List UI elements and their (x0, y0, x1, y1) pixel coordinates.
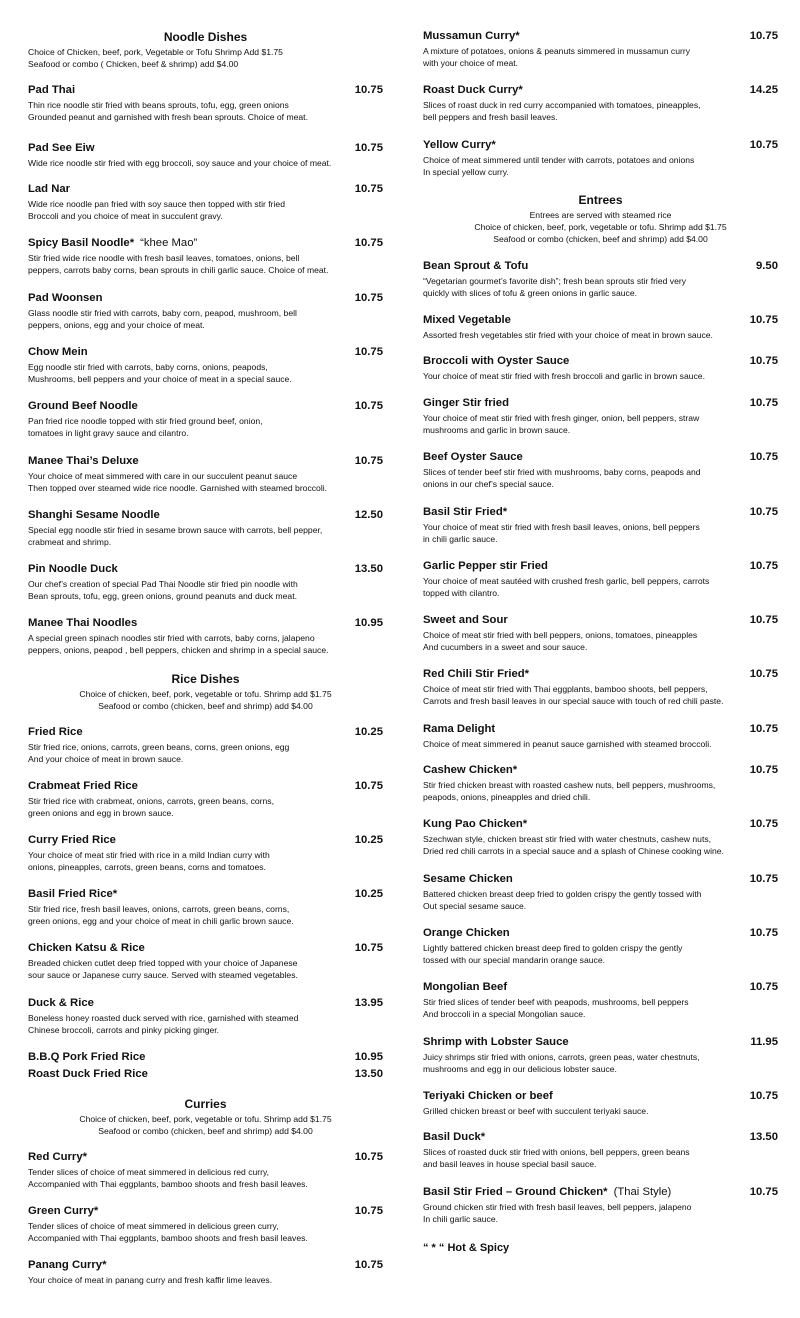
section-title: Entrees (578, 193, 623, 207)
entrees-header (423, 193, 778, 245)
menu-item-description: Battered chicken breast deep fried to golden crispy the gently tossed with Out special sesame sauce. (423, 889, 702, 911)
menu-item-row (28, 84, 383, 96)
menu-item (28, 834, 383, 873)
menu-item-description: Wide rice noodle pan fried with soy sauce then topped with stir fried Broccoli and you choice of meat in succulent gravy. (28, 199, 285, 221)
menu-item-description: Tender slices of choice of meat simmered in delicious green curry, Accompanied with Thai eggplants, bamboo shoots and fresh basil leaves. (28, 1221, 308, 1243)
section-note: Seafood or combo (chicken, beef and shrimp) add $4.00 (98, 701, 313, 711)
menu-item-row (28, 1205, 383, 1217)
menu-item-price: 10.75 (354, 455, 383, 467)
menu-item-description: Stir fried chicken breast with roasted cashew nuts, bell peppers, mushrooms, peapods, onions, pineapples and dried chili. (423, 780, 716, 802)
menu-item-price: 10.75 (749, 873, 778, 885)
menu-item-price: 10.75 (749, 668, 778, 680)
menu-item (423, 668, 778, 707)
menu-item-row (28, 834, 383, 846)
menu-item-row (28, 726, 383, 738)
menu-item-row (423, 1131, 778, 1143)
menu-item-name: Cashew Chicken* (423, 764, 518, 776)
menu-item-name: Mongolian Beef (423, 981, 508, 993)
menu-item-name: Shrimp with Lobster Sauce (423, 1036, 569, 1048)
menu-item-name: Basil Fried Rice* (28, 888, 118, 900)
section-title: Rice Dishes (171, 672, 240, 686)
menu-item-price: 12.50 (354, 509, 383, 521)
menu-item-description: Choice of meat simmered until tender with carrots, potatoes and onions In special yellow curry. (423, 155, 695, 177)
menu-item-row (423, 139, 778, 151)
menu-item-price: 10.75 (354, 237, 383, 249)
menu-item-name: Spicy Basil Noodle* “khee Mao” (28, 237, 198, 249)
menu-item-row (423, 981, 778, 993)
menu-item-price: 13.50 (354, 1068, 383, 1080)
menu-item-row (423, 818, 778, 830)
menu-item-description: Tender slices of choice of meat simmered in delicious red curry, Accompanied with Thai eggplants, bamboo shoots and fresh basil leaves. (28, 1167, 308, 1189)
menu-item-name: Duck & Rice (28, 997, 94, 1009)
menu-item-description: Choice of meat simmered in peanut sauce garnished with steamed broccoli. (423, 739, 712, 749)
menu-item (28, 726, 383, 765)
menu-item-row (423, 84, 778, 96)
menu-item-description: Your choice of meat stir fried with fresh broccoli and garlic in brown sauce. (423, 371, 705, 381)
menu-item-price: 10.75 (749, 614, 778, 626)
menu-item (28, 563, 383, 602)
menu-item (423, 614, 778, 653)
menu-item-price: 10.75 (749, 314, 778, 326)
menu-item-description: Stir fried rice with crabmeat, onions, carrots, green beans, corns, green onions and egg in brown sauce. (28, 796, 274, 818)
menu-item (28, 237, 383, 276)
menu-item-name: Curry Fried Rice (28, 834, 116, 846)
menu-item-price: 14.25 (749, 84, 778, 96)
menu-item (423, 1090, 778, 1117)
menu-item-description: Thin rice noodle stir fried with beans sprouts, tofu, egg, green onions Grounded peanut and garnished with fresh bean sprouts. Choice of meat. (28, 100, 308, 122)
menu-item (28, 346, 383, 385)
menu-item-row (423, 764, 778, 776)
menu-item-description: A mixture of potatoes, onions & peanuts simmered in mussamun curry with your choice of meat. (423, 46, 691, 68)
menu-item-subtitle: (Thai Style) (613, 1186, 672, 1198)
menu-item-price: 10.75 (749, 927, 778, 939)
menu-item-name: Pad Woonsen (28, 292, 103, 304)
menu-item-description: Grilled chicken breast or beef with succulent teriyaki sauce. (423, 1106, 649, 1116)
menu-item (423, 314, 778, 341)
menu-item-row (28, 455, 383, 467)
noodle-header (28, 30, 383, 70)
menu-item-price: 10.25 (354, 726, 383, 738)
menu-item-name: Basil Stir Fried* (423, 506, 508, 518)
menu-item-name: Chow Mein (28, 346, 88, 358)
menu-item-description: Your choice of meat in panang curry and fresh kaffir lime leaves. (28, 1275, 273, 1285)
menu-item (28, 1068, 383, 1080)
menu-item-name: Basil Duck* (423, 1131, 486, 1143)
menu-item-price: 10.75 (749, 506, 778, 518)
menu-item (28, 1205, 383, 1244)
menu-item-description: Choice of meat stir fried with Thai eggplants, bamboo shoots, bell peppers, Carrots and fresh basil leaves in our special sauce with touch of red chili paste. (423, 684, 724, 706)
menu-item-price: 10.75 (749, 818, 778, 830)
menu-item-row (423, 560, 778, 572)
menu-item-price: 10.75 (354, 292, 383, 304)
menu-item-name: Shanghi Sesame Noodle (28, 509, 160, 521)
menu-item-description: Slices of roast duck in red curry accompanied with tomatoes, pineapples, bell peppers and fresh basil leaves. (423, 100, 701, 122)
menu-item-description: Pan fried rice noodle topped with stir fried ground beef, onion, tomatoes in light gravy sauce and cilantro. (28, 416, 263, 438)
menu-item (423, 397, 778, 436)
menu-item (28, 1051, 383, 1063)
menu-item-description: Your choice of meat sautéed with crushed fresh garlic, bell peppers, carrots topped with cilantro. (423, 576, 710, 598)
menu-item-name: Manee Thai’s Deluxe (28, 455, 139, 467)
menu-item-price: 10.75 (749, 764, 778, 776)
menu-item-price: 10.75 (749, 1186, 778, 1198)
menu-item-name: Mussamun Curry* (423, 30, 520, 42)
menu-item (28, 455, 383, 494)
menu-item-row (423, 30, 778, 42)
menu-item-row (28, 1151, 383, 1163)
menu-item-name: Fried Rice (28, 726, 83, 738)
menu-item-name: Panang Curry* (28, 1259, 107, 1271)
menu-item-price: 10.75 (749, 139, 778, 151)
menu-item-price: 10.95 (354, 617, 383, 629)
section-title: Noodle Dishes (163, 30, 248, 44)
section-note: Choice of chicken, beef, pork, vegetable or tofu. Shrimp add $1.75 (79, 689, 332, 699)
menu-item-row (423, 355, 778, 367)
menu-item (28, 1151, 383, 1190)
menu-item (423, 1186, 778, 1225)
section-note: Entrees are served with steamed rice (529, 210, 672, 220)
rice-header (28, 672, 383, 712)
menu-item-row (423, 927, 778, 939)
menu-item-row (28, 142, 383, 154)
menu-item-description: Your choice of meat simmered with care in our succulent peanut sauce Then topped over steamed wide rice noodle. Garnished with steamed broccoli. (28, 471, 328, 493)
section-note: Seafood or combo ( Chicken, beef & shrimp) add $4.00 (28, 59, 239, 69)
menu-item (28, 84, 383, 123)
menu-item (423, 355, 778, 382)
menu-item-price: 10.75 (749, 1090, 778, 1102)
menu-item-price: 10.75 (354, 346, 383, 358)
menu-item-name: Lad Nar (28, 183, 71, 195)
menu-item-name: Yellow Curry* (423, 139, 496, 151)
section-note: Choice of chicken, beef, pork, vegetable or tofu. Shrimp add $1.75 (79, 1114, 332, 1124)
menu-item-name: Crabmeat Fried Rice (28, 780, 138, 792)
menu-item-price: 13.50 (749, 1131, 778, 1143)
menu-item (423, 818, 778, 857)
menu-item (423, 723, 778, 750)
menu-item-price: 10.25 (354, 888, 383, 900)
menu-item-price: 10.75 (354, 142, 383, 154)
menu-item-row (423, 1186, 778, 1198)
menu-item-subtitle: “khee Mao” (140, 237, 198, 249)
menu-item-description: Stir fried rice, onions, carrots, green beans, corns, green onions, egg And your choice of meat in brown sauce. (28, 742, 290, 764)
menu-item-price: 10.75 (749, 397, 778, 409)
menu-item-row (423, 873, 778, 885)
menu-item-row (423, 614, 778, 626)
menu-item-description: A special green spinach noodles stir fried with carrots, baby corns, jalapeno peppers, onions, peapod , bell peppers, chicken and shrimp in a special sauce. (28, 633, 329, 655)
menu-item-description: Boneless honey roasted duck served with rice, garnished with steamed Chinese broccoli, carrots and pinky picking ginger. (28, 1013, 299, 1035)
menu-item-description: Slices of roasted duck stir fried with onions, bell peppers, green beans and basil leaves in house special basil sauce. (423, 1147, 690, 1169)
menu-item (28, 780, 383, 819)
menu-item-name: Roast Duck Fried Rice (28, 1068, 148, 1080)
menu-item-name: Broccoli with Oyster Sauce (423, 355, 570, 367)
menu-item (28, 1259, 383, 1286)
menu-item-name: B.B.Q Pork Fried Rice (28, 1051, 146, 1063)
menu-item-name: Red Curry* (28, 1151, 88, 1163)
menu-item-price: 10.75 (354, 84, 383, 96)
menu-item-row (28, 1259, 383, 1271)
menu-item-description: Stir fried slices of tender beef with peapods, mushrooms, bell peppers And broccoli in a special Mongolian sauce. (423, 997, 689, 1019)
menu-item (423, 1036, 778, 1075)
menu-item (28, 888, 383, 927)
menu-item-row (28, 346, 383, 358)
menu-item (423, 764, 778, 803)
menu-item-price: 10.75 (354, 400, 383, 412)
menu-item-row (28, 942, 383, 954)
menu-item-row (423, 451, 778, 463)
menu-item-price: 10.75 (354, 942, 383, 954)
menu-item-price: 10.75 (749, 981, 778, 993)
menu-item-description: Your choice of meat stir fried with fresh ginger, onion, bell peppers, straw mushrooms and garlic in brown sauce. (423, 413, 700, 435)
menu-item (423, 84, 778, 123)
menu-item-row (28, 780, 383, 792)
menu-item-price: 10.95 (354, 1051, 383, 1063)
menu-item-description: Your choice of meat stir fried with fresh basil leaves, onions, bell peppers in chili garlic sauce. (423, 522, 700, 544)
menu-item-description: Assorted fresh vegetables stir fried with your choice of meat in brown sauce. (423, 330, 713, 340)
menu-item-name: Green Curry* (28, 1205, 99, 1217)
menu-item-price: 11.95 (750, 1036, 778, 1048)
menu-item-row (28, 292, 383, 304)
menu-item (423, 1131, 778, 1170)
menu-item-price: 10.75 (354, 780, 383, 792)
menu-item-row (28, 183, 383, 195)
menu-item-price: 9.50 (756, 260, 778, 272)
menu-item-name: Rama Delight (423, 723, 496, 735)
section-note: Choice of Chicken, beef, pork, Vegetable or Tofu Shrimp Add $1.75 (28, 47, 283, 57)
menu-item-description: Szechwan style, chicken breast stir fried with water chestnuts, cashew nuts, Dried red chili carrots in a special sauce and a splash of Chinese cooking wine. (423, 834, 724, 856)
menu-item-name: Garlic Pepper stir Fried (423, 560, 548, 572)
menu-item-name: Pad See Eiw (28, 142, 95, 154)
menu-item-name: Ground Beef Noodle (28, 400, 138, 412)
menu-item-name: Pad Thai (28, 84, 76, 96)
menu-item (423, 927, 778, 966)
menu-item (28, 400, 383, 439)
menu-item-name: Red Chili Stir Fried* (423, 668, 530, 680)
menu-item (28, 292, 383, 331)
menu-item-row (28, 997, 383, 1009)
menu-item-row (423, 397, 778, 409)
menu-item-row (423, 260, 778, 272)
menu-item-row (28, 888, 383, 900)
menu-item-name: Teriyaki Chicken or beef (423, 1090, 553, 1102)
menu-item-description: Special egg noodle stir fried in sesame brown sauce with carrots, bell pepper, crabmeat and shrimp. (28, 525, 323, 547)
menu-item-row (423, 1036, 778, 1048)
menu-item (423, 981, 778, 1020)
menu-item-description: Egg noodle stir fried with carrots, baby corns, onions, peapods, Mushrooms, bell peppers and your choice of meat in a special sauce. (28, 362, 292, 384)
menu-item (423, 260, 778, 299)
menu-item-row (28, 1068, 383, 1080)
menu-item-price: 10.75 (749, 560, 778, 572)
menu-item-name: Mixed Vegetable (423, 314, 511, 326)
menu-item (28, 942, 383, 981)
menu-item-row (423, 506, 778, 518)
menu-item-price: 10.75 (354, 1259, 383, 1271)
menu-item-name: Kung Pao Chicken* (423, 818, 528, 830)
section-note: Seafood or combo (chicken, beef and shrimp) add $4.00 (493, 234, 708, 244)
menu-item-description: Stir fried wide rice noodle with fresh basil leaves, tomatoes, onions, bell peppers, carrots baby corns, bean sprouts in chili garlic sauce. Choice of meat. (28, 253, 329, 275)
menu-item-row (28, 237, 383, 249)
section-title: Curries (184, 1097, 227, 1111)
menu-item-name: Manee Thai Noodles (28, 617, 138, 629)
menu-item (28, 183, 383, 222)
menu-item-price: 13.50 (354, 563, 383, 575)
menu-item-price: 13.95 (354, 997, 383, 1009)
menu-item-price: 10.75 (749, 451, 778, 463)
menu-item-row (423, 314, 778, 326)
menu-item-description: Stir fried rice, fresh basil leaves, onions, carrots, green beans, corns, green onions, egg and your choice of meat in chili garlic brown sauce. (28, 904, 294, 926)
menu-item-name: Sweet and Sour (423, 614, 508, 626)
menu-item-description: Your choice of meat stir fried with rice in a mild Indian curry with onions, pineapples, carrots, green beans, corns and tomatoes. (28, 850, 270, 872)
menu-item-name: Sesame Chicken (423, 873, 513, 885)
menu-item-price: 10.75 (749, 723, 778, 735)
menu-item-row (423, 723, 778, 735)
menu-item-name: Beef Oyster Sauce (423, 451, 523, 463)
menu-item (423, 560, 778, 599)
menu-item-name: Pin Noodle Duck (28, 563, 118, 575)
menu-item-price: 10.25 (354, 834, 383, 846)
menu-item-description: Juicy shrimps stir fried with onions, carrots, green peas, water chestnuts, mushrooms and egg in our delicious lobster sauce. (423, 1052, 700, 1074)
menu-item (28, 617, 383, 656)
menu-item-row (28, 509, 383, 521)
menu-item (423, 451, 778, 490)
menu-item-price: 10.75 (354, 1205, 383, 1217)
menu-item (423, 139, 778, 178)
menu-item-description: Wide rice noodle stir fried with egg broccoli, soy sauce and your choice of meat. (28, 158, 332, 168)
menu-item-row (423, 668, 778, 680)
menu-item (28, 997, 383, 1036)
menu-item-price: 10.75 (749, 355, 778, 367)
menu-item-description: Choice of meat stir fried with bell peppers, onions, tomatoes, pineapples And cucumbers in a sweet and sour sauce. (423, 630, 698, 652)
hot-spicy-footnote: “ * “ Hot & Spicy (423, 1242, 510, 1254)
menu-item-row (28, 1051, 383, 1063)
section-note: Choice of chicken, beef, pork, vegetable or tofu. Shrimp add $1.75 (474, 222, 727, 232)
menu-item-description: Lightly battered chicken breast deep fired to golden crispy the gently tossed with our special mandarin orange sauce. (423, 943, 683, 965)
menu-item-description: “Vegetarian gourmet’s favorite dish”; fresh bean sprouts stir fried very quickly with slices of tofu & green onions in garlic sauce. (423, 276, 687, 298)
menu-item-name: Bean Sprout & Tofu (423, 260, 529, 272)
menu-item-price: 10.75 (354, 1151, 383, 1163)
menu-item-name: Chicken Katsu & Rice (28, 942, 145, 954)
menu-item-price: 10.75 (749, 30, 778, 42)
menu-item-description: Breaded chicken cutlet deep fried topped with your choice of Japanese sour sauce or Japanese curry sauce. Served with steamed vegetables. (28, 958, 298, 980)
section-note: Seafood or combo (chicken, beef and shrimp) add $4.00 (98, 1126, 313, 1136)
menu-item-row (28, 617, 383, 629)
menu-item-row (423, 1090, 778, 1102)
menu-item-price: 10.75 (354, 183, 383, 195)
menu-item-name: Orange Chicken (423, 927, 510, 939)
menu-item-description: Ground chicken stir fried with fresh basil leaves, bell peppers, jalapeno In chili garlic sauce. (423, 1202, 692, 1224)
menu-item-description: Glass noodle stir fried with carrots, baby corn, peapod, mushroom, bell peppers, onions, egg and your choice of meat. (28, 308, 297, 330)
menu-item-row (28, 400, 383, 412)
menu-item-description: Our chef’s creation of special Pad Thai Noodle stir fried pin noodle with Bean sprouts, tofu, egg, green onions, ground peanuts and duck meat. (28, 579, 298, 601)
menu-item (423, 506, 778, 545)
menu-item-name: Roast Duck Curry* (423, 84, 523, 96)
menu-item-row (28, 563, 383, 575)
menu-item (423, 30, 778, 69)
menu-item (28, 142, 383, 169)
menu-item (28, 509, 383, 548)
curries-header (28, 1097, 383, 1137)
menu-item-name: Basil Stir Fried – Ground Chicken* (Thai Style) (423, 1186, 672, 1198)
menu-item-description: Slices of tender beef stir fried with mushrooms, baby corns, peapods and onions in our chef’s special sauce. (423, 467, 701, 489)
menu-item-name: Ginger Stir fried (423, 397, 509, 409)
menu-item (423, 873, 778, 912)
